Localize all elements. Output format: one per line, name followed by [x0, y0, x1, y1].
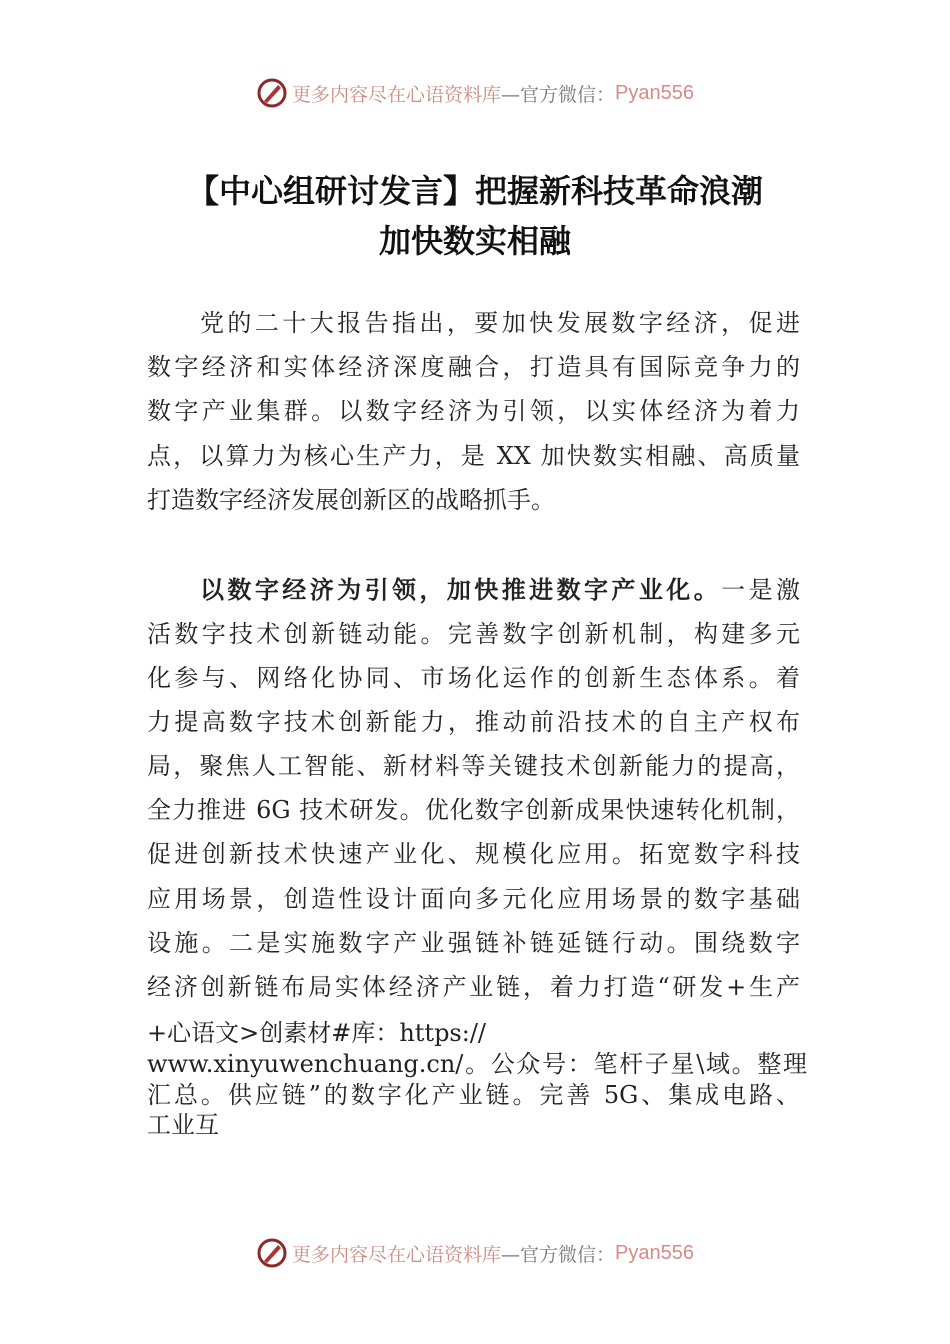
text-line: 化参与、网络化协同、市场化运作的创新生态体系。着 — [147, 664, 800, 692]
text-line: 工业互 — [147, 1111, 219, 1139]
text-line: 促进创新技术快速产业化、规模化应用。拓宽数字科技 — [147, 840, 800, 868]
section-lead: 以数字经济为引领，加快推进数字产业化。 — [200, 576, 722, 604]
text-line: 局，聚焦人工智能、新材料等关键技术创新能力的提高， — [147, 752, 800, 780]
text-line: 力提高数字技术创新能力，推动前沿技术的自主产权布 — [147, 708, 800, 736]
text-line: 汇总。供应链”的数字化产业链。完善 5G、集成电路、 — [147, 1081, 800, 1109]
pen-logo-icon — [256, 1237, 288, 1269]
banner-wechat: Pyan556 — [615, 81, 694, 104]
text-line: 设施。二是实施数字产业强链补链延链行动。围绕数字 — [147, 929, 800, 957]
footer-banner — [0, 1233, 950, 1273]
text-line: 全力推进 6G 技术研发。优化数字创新成果快速转化机制， — [147, 796, 800, 824]
text-line: 打造数字经济发展创新区的战略抓手。 — [147, 486, 555, 514]
text-line: www.xinyuwenchuang.cn/。公众号：笔杆子星\域。整理 — [147, 1050, 807, 1078]
text-line: 党的二十大报告指出，要加快发展数字经济，促进 — [200, 309, 800, 337]
text-span: 一是激 — [721, 576, 801, 604]
banner-site: 更多内容尽在心语资料库 — [292, 1243, 502, 1266]
text-line: 点，以算力为核心生产力，是 XX 加快数实相融、高质量 — [147, 442, 800, 470]
text-line: +心语文>创素材#库：https:// — [147, 1019, 487, 1047]
header-banner — [0, 73, 950, 113]
text-line: 应用场景，创造性设计面向多元化应用场景的数字基础 — [147, 885, 800, 913]
text-line: 数字经济和实体经济深度融合，打造具有国际竞争力的 — [147, 353, 800, 381]
title-line-1: 【中心组研讨发言】把握新科技革命浪潮 — [186, 172, 763, 210]
banner-sep: —官方微信： — [501, 1243, 616, 1266]
text-line: 活数字技术创新链动能。完善数字创新机制，构建多元 — [147, 620, 800, 648]
text-line: 经济创新链布局实体经济产业链，着力打造“研发+生产 — [147, 973, 800, 1001]
text-line — [200, 575, 800, 605]
banner-site: 更多内容尽在心语资料库 — [292, 83, 502, 106]
banner-sep: —官方微信： — [501, 83, 616, 106]
title-line-2: 加快数实相融 — [378, 222, 571, 260]
banner-wechat: Pyan556 — [615, 1241, 694, 1264]
pen-logo-icon — [256, 77, 288, 109]
text-line: 数字产业集群。以数字经济为引领，以实体经济为着力 — [147, 397, 800, 425]
